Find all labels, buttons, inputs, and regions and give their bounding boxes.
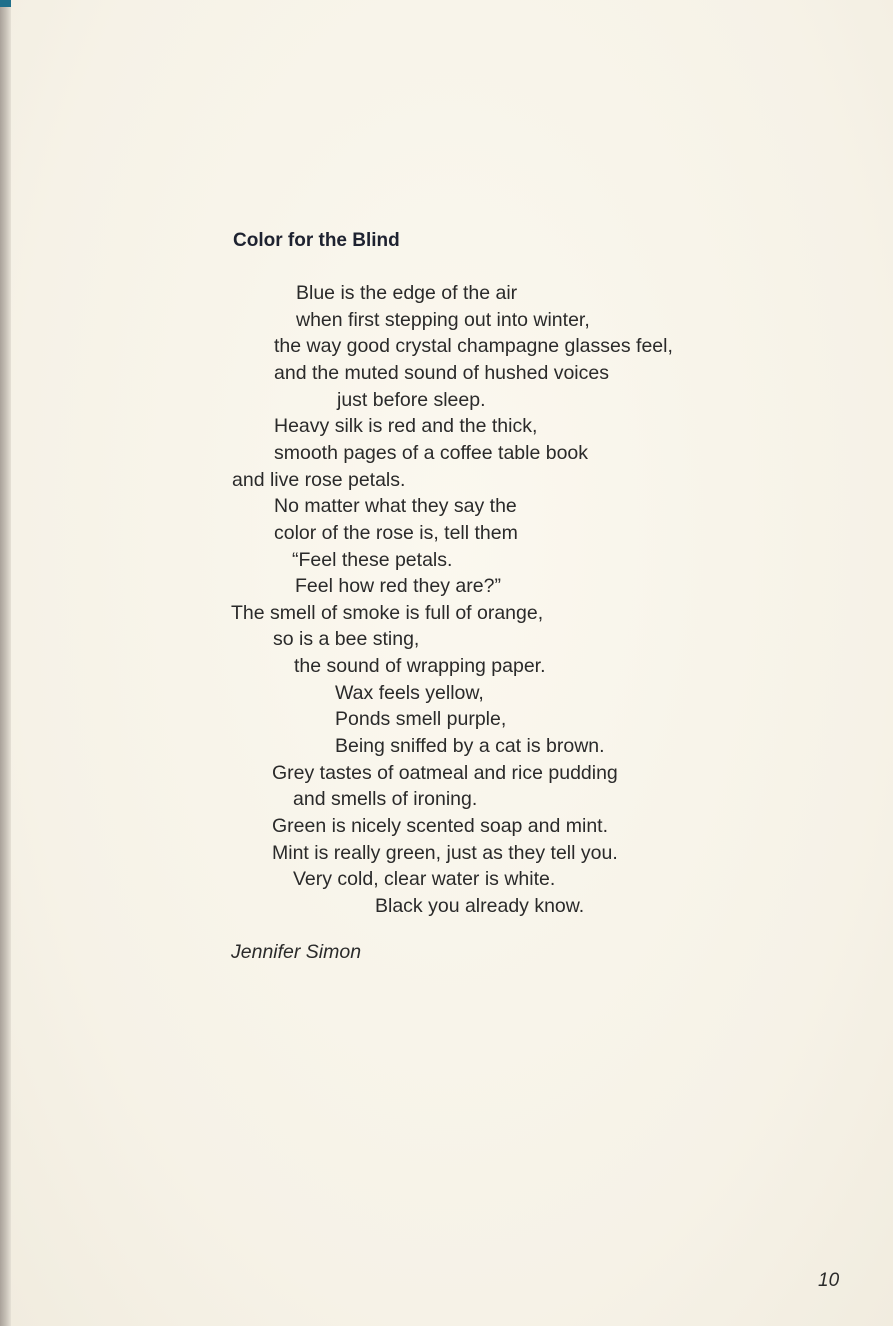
poem-line: “Feel these petals. bbox=[292, 549, 453, 571]
poem-line: Blue is the edge of the air bbox=[296, 282, 518, 304]
poem-line: No matter what they say the bbox=[274, 495, 517, 517]
poem-line: Heavy silk is red and the thick, bbox=[274, 415, 538, 437]
poem-line: Being sniffed by a cat is brown. bbox=[335, 735, 605, 757]
poem-line: Feel how red they are?” bbox=[295, 575, 501, 597]
poem-line: the sound of wrapping paper. bbox=[294, 655, 546, 677]
poem-line: when first stepping out into winter, bbox=[296, 309, 590, 331]
poem-line: so is a bee sting, bbox=[273, 628, 420, 650]
poem-line: Very cold, clear water is white. bbox=[293, 868, 556, 890]
poem-author: Jennifer Simon bbox=[231, 941, 362, 963]
poem-line: Green is nicely scented soap and mint. bbox=[272, 815, 609, 837]
poem-line: The smell of smoke is full of orange, bbox=[231, 602, 544, 624]
page-binding-edge bbox=[0, 0, 11, 1326]
poem-line: color of the rose is, tell them bbox=[274, 522, 518, 544]
poem-line: Mint is really green, just as they tell you. bbox=[272, 842, 618, 864]
poem-line: and the muted sound of hushed voices bbox=[274, 362, 609, 384]
poem-line: Black you already know. bbox=[375, 895, 585, 917]
poem-line: and live rose petals. bbox=[232, 469, 406, 491]
page-number: 10 bbox=[818, 1270, 840, 1291]
poem-line: just before sleep. bbox=[337, 389, 486, 411]
poem-line: the way good crystal champagne glasses feel, bbox=[274, 335, 673, 357]
poem-line: Grey tastes of oatmeal and rice pudding bbox=[272, 762, 618, 784]
poem-title: Color for the Blind bbox=[233, 230, 400, 251]
poem-line: and smells of ironing. bbox=[293, 788, 478, 810]
poem-line: Wax feels yellow, bbox=[335, 682, 484, 704]
poem-line: Ponds smell purple, bbox=[335, 708, 507, 730]
poem-line: smooth pages of a coffee table book bbox=[274, 442, 589, 464]
